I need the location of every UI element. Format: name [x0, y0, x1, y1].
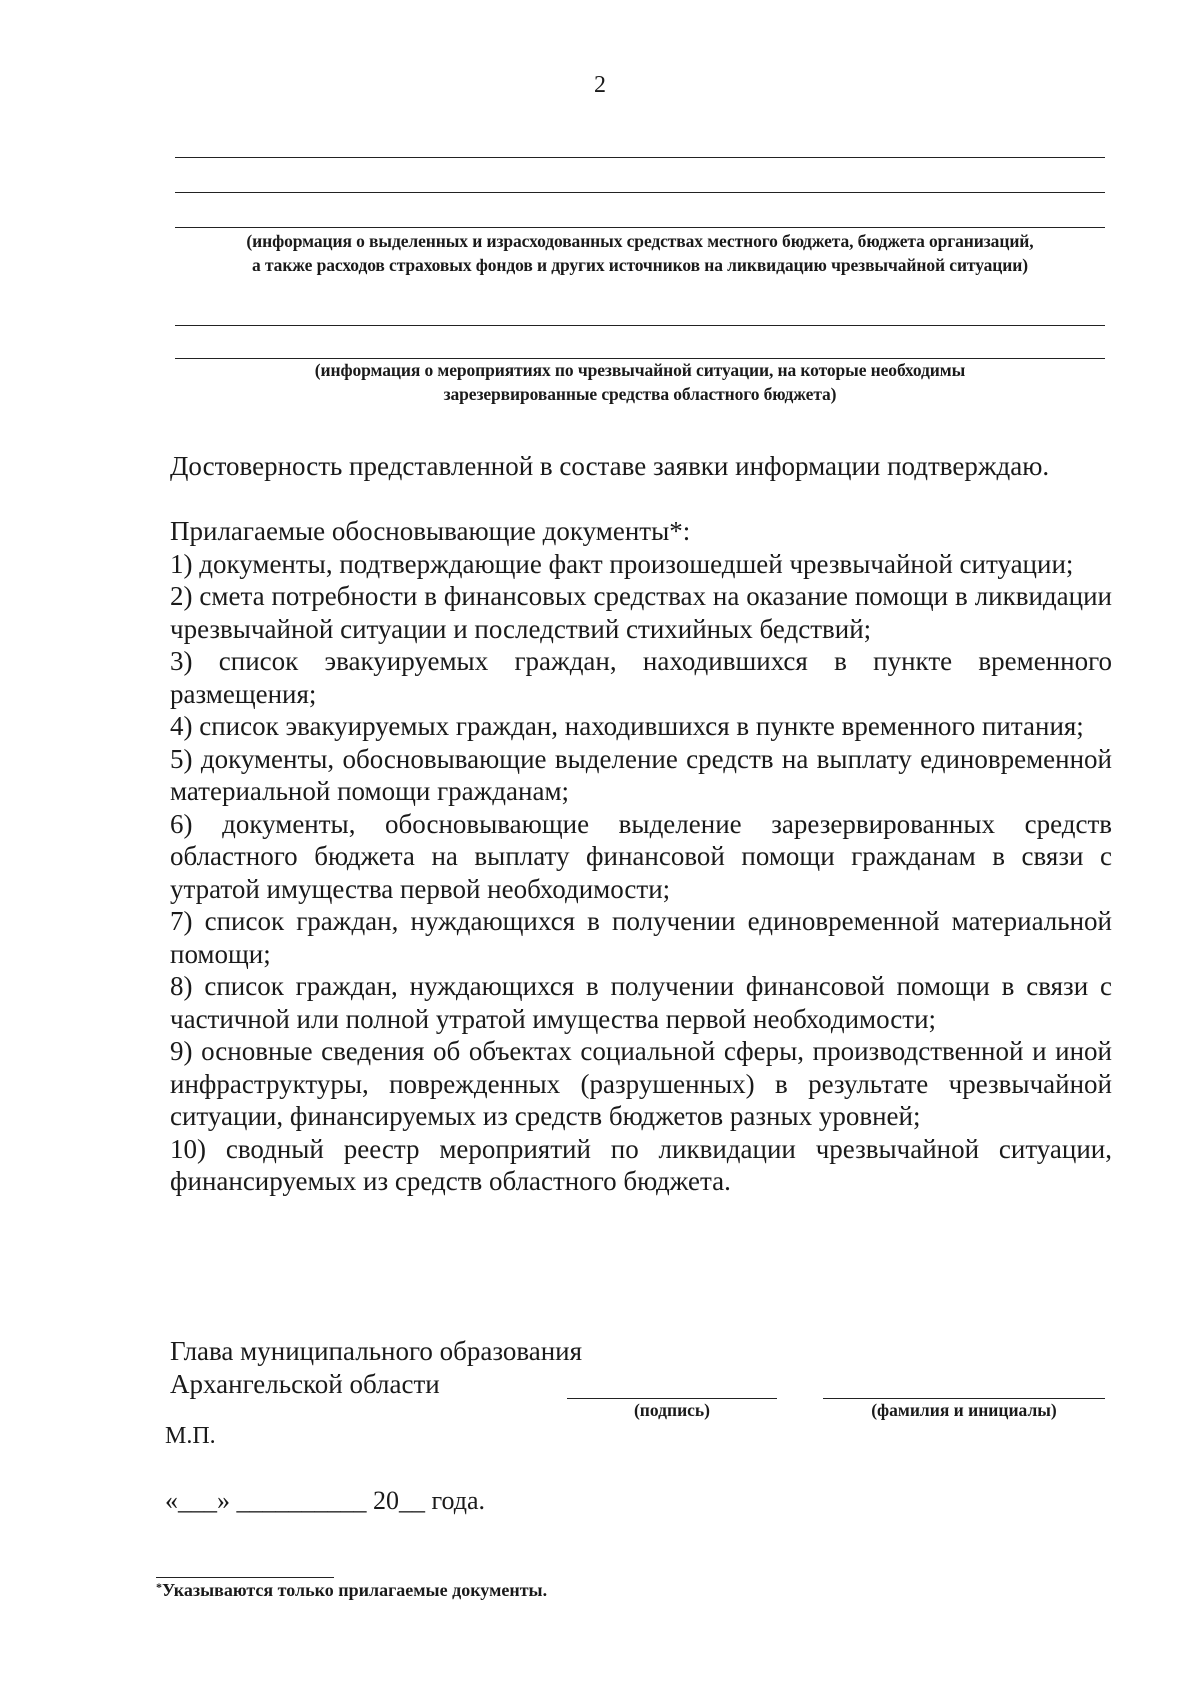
blank-line [175, 227, 1105, 228]
footnote-divider [156, 1577, 334, 1578]
signatory-block [170, 1335, 582, 1400]
measures-caption [175, 358, 1105, 406]
name-caption: (фамилия и инициалы) [871, 1400, 1057, 1420]
signature-caption: (подпись) [633, 1400, 711, 1420]
list-item: 3) список эвакуируемых граждан, находившихся в пункте временного размещения; [170, 646, 1112, 709]
caption-line: (информация о мероприятиях по чрезвычайной ситуации, на которые необходимы [314, 360, 966, 380]
page-number: 2 [594, 72, 606, 98]
documents-heading: Прилагаемые обосновывающие документы*: [170, 516, 691, 546]
footnote-text: Указываются только прилагаемые документы. [162, 1580, 548, 1600]
attached-documents-list [170, 515, 1112, 1198]
caption-line: зарезервированные средства областного бюджета) [443, 384, 837, 404]
signature-line [567, 1398, 777, 1399]
list-item: 9) основные сведения об объектах социальной сферы, производственной и иной инфраструктуры, поврежденных (разрушенных) в результате чрезвычайной ситуации, финансируемых из средств бюджетов разных уровней; [170, 1036, 1112, 1131]
blank-line [175, 325, 1105, 326]
blank-line [175, 157, 1105, 158]
list-item: 8) список граждан, нуждающихся в получении финансовой помощи в связи с частичной или полной утратой имущества первой необходимости; [170, 971, 1112, 1034]
blank-line [175, 192, 1105, 193]
list-item: 10) сводный реестр мероприятий по ликвидации чрезвычайной ситуации, финансируемых из средств областного бюджета. [170, 1133, 1112, 1196]
authenticity-statement: Достоверность представленной в составе заявки информации подтверждаю. [170, 451, 1050, 481]
footnote [156, 1580, 547, 1601]
list-item: 6) документы, обосновывающие выделение зарезервированных средств областного бюджета на выплату финансовой помощи гражданам в связи с утратой имущества первой необходимости; [170, 808, 1112, 904]
signatory-region: Архангельской области [170, 1368, 440, 1399]
budget-info-caption [175, 229, 1105, 277]
name-line [823, 1398, 1105, 1399]
footnote-marker: * [156, 1580, 162, 1594]
list-item: 5) документы, обосновывающие выделение средств на выплату единовременной материальной помощи гражданам; [170, 743, 1112, 806]
list-item: 4) список эвакуируемых граждан, находившихся в пункте временного питания; [170, 711, 1084, 741]
caption-line: (информация о выделенных и израсходованных средствах местного бюджета, бюджета организаций, [246, 231, 1034, 251]
signatory-title: Глава муниципального образования [170, 1336, 583, 1366]
date-line: «___» __________ 20__ года. [165, 1486, 486, 1515]
list-item: 7) список граждан, нуждающихся в получении единовременной материальной помощи; [170, 906, 1112, 969]
stamp-label: М.П. [165, 1423, 216, 1449]
caption-line: а также расходов страховых фондов и других источников на ликвидацию чрезвычайной ситуации) [252, 255, 1028, 275]
list-item: 1) документы, подтверждающие факт произошедшей чрезвычайной ситуации; [170, 548, 1074, 579]
list-item: 2) смета потребности в финансовых средствах на оказание помощи в ликвидации чрезвычайной ситуации и последствий стихийных бедствий; [170, 581, 1112, 644]
